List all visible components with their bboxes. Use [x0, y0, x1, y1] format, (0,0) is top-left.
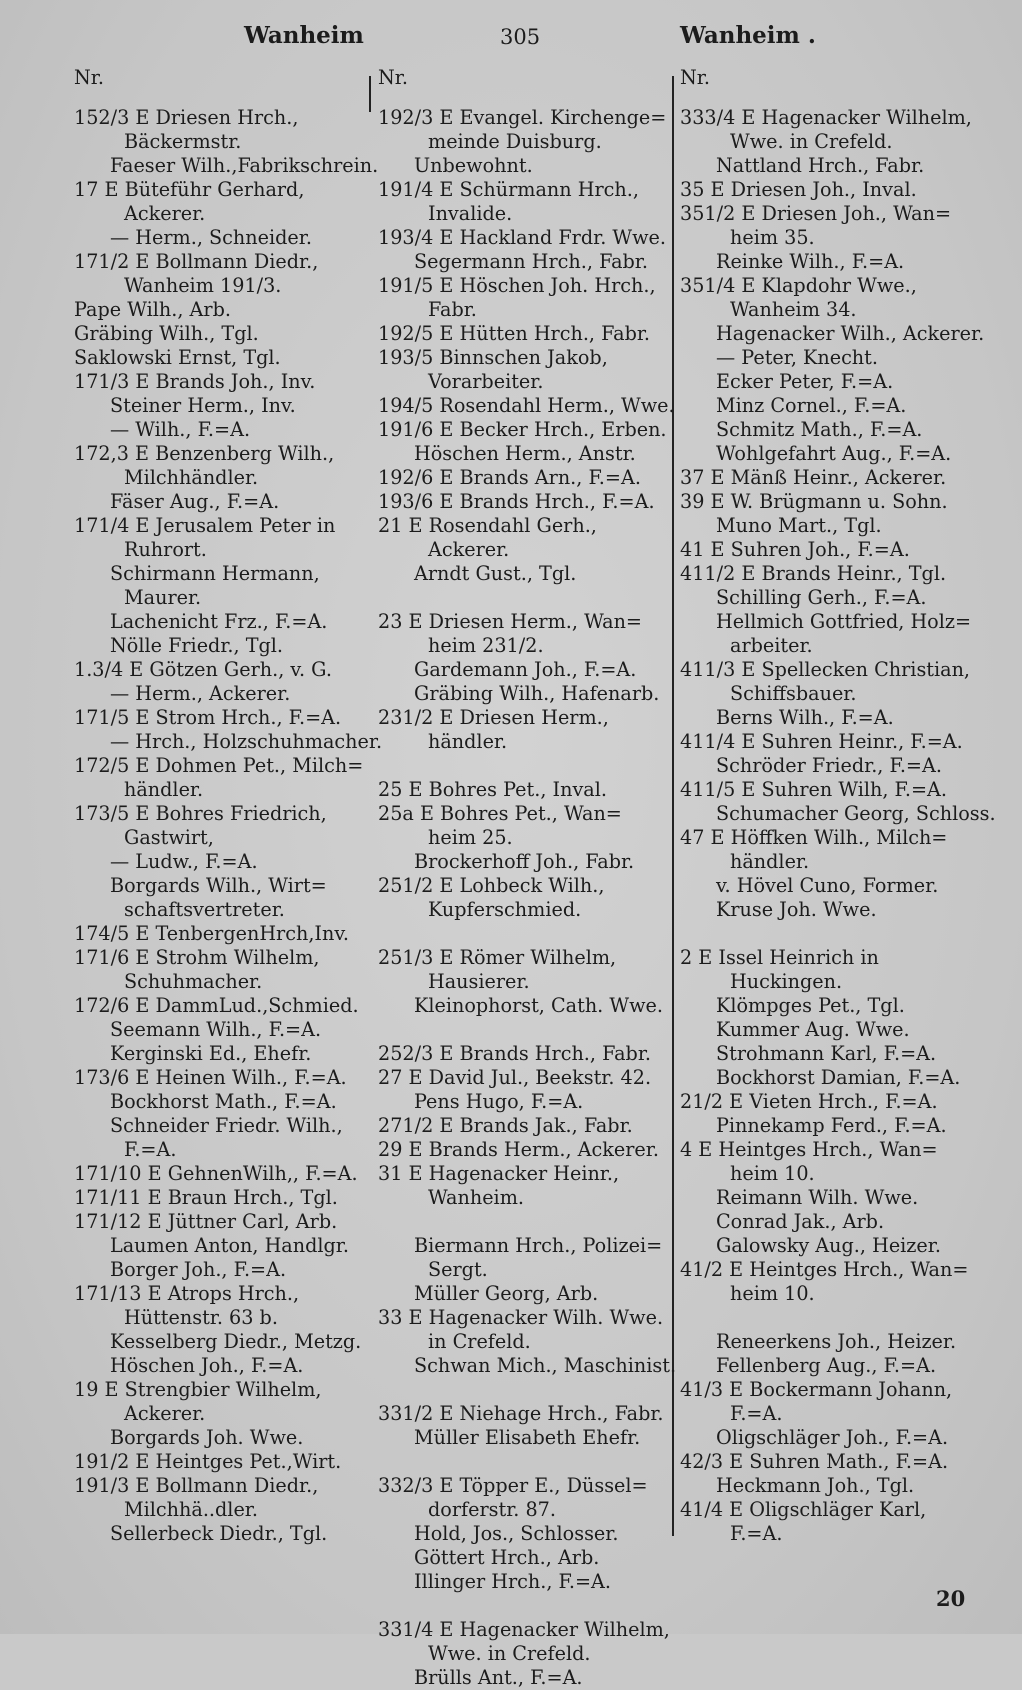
directory-entry-line: Pens Hugo, F.=A.: [414, 1090, 584, 1113]
directory-entry-line: 252/3 E Brands Hrch., Fabr.: [378, 1042, 651, 1065]
directory-entry-line: 191/5 E Höschen Joh. Hrch.,: [378, 274, 656, 297]
directory-entry-line: 171/4 E Jerusalem Peter in: [74, 514, 336, 537]
directory-entry-line: Ecker Peter, F.=A.: [716, 370, 894, 393]
directory-entry-line: — Ludw., F.=A.: [110, 850, 258, 873]
directory-entry-line: Schmitz Math., F.=A.: [716, 418, 923, 441]
directory-entry-line: [378, 586, 674, 610]
directory-entry-line: Ackerer.: [124, 202, 206, 225]
directory-entry-line: Maurer.: [124, 586, 202, 609]
column-3: [680, 66, 996, 1546]
directory-entry-line: 411/3 E Spellecken Christian,: [680, 658, 971, 681]
directory-entry-line: 331/4 E Hagenacker Wilhelm,: [378, 1618, 670, 1641]
directory-entry-line: Brockerhoff Joh., Fabr.: [414, 850, 635, 873]
directory-entry-line: heim 25.: [428, 826, 513, 849]
directory-entry-line: [378, 1210, 674, 1234]
directory-entry-line: 191/2 E Heintges Pet.,Wirt.: [74, 1450, 342, 1473]
directory-entry-line: Seemann Wilh., F.=A.: [110, 1018, 322, 1041]
directory-entry-line: 193/4 E Hackland Frdr. Wwe.: [378, 226, 666, 249]
directory-entry-line: Schiffsbauer.: [730, 682, 857, 705]
directory-entry-line: [378, 1018, 674, 1042]
directory-entry-line: dorferstr. 87.: [428, 1498, 556, 1521]
directory-entry-line: Hagenacker Wilh., Ackerer.: [716, 322, 985, 345]
directory-entry-line: Müller Georg, Arb.: [414, 1282, 599, 1305]
directory-entry-line: Reneerkens Joh., Heizer.: [716, 1330, 957, 1353]
directory-entry-line: Ruhrort.: [124, 538, 207, 561]
directory-entry-line: 193/6 E Brands Hrch., F.=A.: [378, 490, 655, 513]
directory-entry-line: Kerginski Ed., Ehefr.: [110, 1042, 312, 1065]
directory-entry-line: Brülls Ant., F.=A.: [414, 1666, 583, 1689]
directory-entry-line: 191/3 E Bollmann Diedr.,: [74, 1474, 319, 1497]
directory-entry-line: Höschen Herm., Anstr.: [414, 442, 636, 465]
directory-entry-line: 171/11 E Braun Hrch., Tgl.: [74, 1186, 338, 1209]
directory-entry-line: Unbewohnt.: [414, 154, 533, 177]
directory-entry-line: 171/3 E Brands Joh., Inv.: [74, 370, 316, 393]
directory-entry-line: händler.: [428, 730, 508, 753]
directory-entry-line: 41/2 E Heintges Hrch., Wan=: [680, 1258, 969, 1281]
directory-entry-line: 4 E Heintges Hrch., Wan=: [680, 1138, 938, 1161]
directory-entry-line: Faeser Wilh.,Fabrikschrein.: [110, 154, 379, 177]
directory-entry-line: Wanheim 191/3.: [124, 274, 282, 297]
directory-entry-line: Minz Cornel., F.=A.: [716, 394, 907, 417]
directory-entry-line: 411/2 E Brands Heinr., Tgl.: [680, 562, 947, 585]
directory-entry-line: 37 E Mänß Heinr., Ackerer.: [680, 466, 947, 489]
directory-entry-line: Kesselberg Diedr., Metzg.: [110, 1330, 362, 1353]
directory-entry-line: 174/5 E TenbergenHrch,Inv.: [74, 922, 350, 945]
directory-entry-line: Saklowski Ernst, Tgl.: [74, 346, 281, 369]
directory-entry-line: [378, 1378, 674, 1402]
directory-entry-line: 171/6 E Strohm Wilhelm,: [74, 946, 320, 969]
directory-entry-line: Pinnekamp Ferd., F.=A.: [716, 1114, 947, 1137]
directory-entry-line: 25a E Bohres Pet., Wan=: [378, 802, 622, 825]
directory-entry-line: Borgards Joh. Wwe.: [110, 1426, 304, 1449]
directory-entry-line: Ackerer.: [428, 538, 510, 561]
directory-entry-line: Borger Joh., F.=A.: [110, 1258, 287, 1281]
column-1: [74, 66, 383, 1546]
directory-entry-line: 25 E Bohres Pet., Inval.: [378, 778, 607, 801]
directory-entry-line: Berns Wilh., F.=A.: [716, 706, 894, 729]
directory-entry-line: 172,3 E Benzenberg Wilh.,: [74, 442, 335, 465]
directory-entry-line: Wwe. in Crefeld.: [428, 1642, 591, 1665]
directory-entry-line: 333/4 E Hagenacker Wilhelm,: [680, 106, 972, 129]
directory-entry-line: Müller Elisabeth Ehefr.: [414, 1426, 641, 1449]
directory-entry-line: Muno Mart., Tgl.: [716, 514, 882, 537]
directory-entry-line: 191/6 E Becker Hrch., Erben.: [378, 418, 667, 441]
directory-entry-line: Bockhorst Math., F.=A.: [110, 1090, 337, 1113]
directory-entry-line: Fellenberg Aug., F.=A.: [716, 1354, 937, 1377]
directory-entry-line: Wanheim 34.: [730, 298, 857, 321]
column-nr-label: Nr.: [680, 66, 710, 89]
directory-entry-line: 191/4 E Schürmann Hrch.,: [378, 178, 639, 201]
directory-entry-line: 17 E Büteführ Gerhard,: [74, 178, 305, 201]
directory-entry-line: Invalide.: [428, 202, 513, 225]
directory-entry-line: 21/2 E Vieten Hrch., F.=A.: [680, 1090, 938, 1113]
directory-entry-line: 173/6 E Heinen Wilh., F.=A.: [74, 1066, 347, 1089]
directory-entry-line: — Herm., Schneider.: [110, 226, 312, 249]
directory-entry-line: Schumacher Georg, Schloss.: [716, 802, 996, 825]
directory-entry-line: [378, 1594, 674, 1618]
directory-entry-line: heim 10.: [730, 1162, 815, 1185]
directory-entry-line: Sergt.: [428, 1258, 488, 1281]
directory-entry-line: 173/5 E Bohres Friedrich,: [74, 802, 327, 825]
directory-entry-line: Fäser Aug., F.=A.: [110, 490, 280, 513]
directory-entry-line: F.=A.: [730, 1402, 783, 1425]
directory-entry-line: Laumen Anton, Handlgr.: [110, 1234, 349, 1257]
directory-entry-line: Sellerbeck Diedr., Tgl.: [110, 1522, 328, 1545]
directory-entry-line: Gräbing Wilh., Tgl.: [74, 322, 259, 345]
directory-entry-line: Schwan Mich., Maschinist.: [414, 1354, 677, 1377]
directory-entry-line: Göttert Hrch., Arb.: [414, 1546, 600, 1569]
directory-entry-line: 152/3 E Driesen Hrch.,: [74, 106, 299, 129]
footer-page-number: 20: [936, 1586, 966, 1611]
directory-entry-line: Ackerer.: [124, 1402, 206, 1425]
directory-entry-line: Bockhorst Damian, F.=A.: [716, 1066, 961, 1089]
directory-entry-line: 31 E Hagenacker Heinr.,: [378, 1162, 620, 1185]
directory-entry-line: 39 E W. Brügmann u. Sohn.: [680, 490, 948, 513]
directory-entry-line: [378, 922, 674, 946]
directory-entry-line: Hold, Jos., Schlosser.: [414, 1522, 619, 1545]
directory-entry-line: Biermann Hrch., Polizei=: [414, 1234, 663, 1257]
directory-entry-line: Milchhä..dler.: [124, 1498, 258, 1521]
header-right-title: Wanheim .: [680, 22, 816, 49]
directory-entry-line: Segermann Hrch., Fabr.: [414, 250, 648, 273]
directory-entry-line: — Herm., Ackerer.: [110, 682, 291, 705]
directory-entry-line: Conrad Jak., Arb.: [716, 1210, 885, 1233]
directory-entry-line: 331/2 E Niehage Hrch., Fabr.: [378, 1402, 664, 1425]
directory-entry-line: 2 E Issel Heinrich in: [680, 946, 879, 969]
directory-entry-line: Gardemann Joh., F.=A.: [414, 658, 637, 681]
directory-entry-line: Schuhmacher.: [124, 970, 263, 993]
directory-entry-line: 21 E Rosendahl Gerh.,: [378, 514, 597, 537]
header-page-number: 305: [500, 25, 541, 49]
directory-entry-line: 192/6 E Brands Arn., F.=A.: [378, 466, 641, 489]
directory-entry-line: 193/5 Binnschen Jakob,: [378, 346, 608, 369]
directory-entry-line: 192/5 E Hütten Hrch., Fabr.: [378, 322, 651, 345]
directory-entry-line: Reinke Wilh., F.=A.: [716, 250, 905, 273]
directory-entry-line: 172/6 E DammLud.,Schmied.: [74, 994, 359, 1017]
directory-entry-line: heim 10.: [730, 1282, 815, 1305]
directory-entry-line: Nölle Friedr., Tgl.: [110, 634, 284, 657]
directory-entry-line: Wanheim.: [428, 1186, 524, 1209]
directory-entry-line: 33 E Hagenacker Wilh. Wwe.: [378, 1306, 664, 1329]
directory-entry-line: Milchhändler.: [124, 466, 259, 489]
directory-entry-line: Klömpges Pet., Tgl.: [716, 994, 905, 1017]
directory-entry-line: Hausierer.: [428, 970, 530, 993]
directory-entry-line: F.=A.: [124, 1138, 177, 1161]
directory-entry-line: Pape Wilh., Arb.: [74, 298, 231, 321]
directory-entry-line: [680, 922, 984, 946]
directory-entry-line: Oligschläger Joh., F.=A.: [716, 1426, 949, 1449]
directory-entry-line: händler.: [124, 778, 204, 801]
directory-entry-line: Galowsky Aug., Heizer.: [716, 1234, 941, 1257]
directory-entry-line: 19 E Strengbier Wilhelm,: [74, 1378, 322, 1401]
directory-entry-line: heim 35.: [730, 226, 815, 249]
directory-entry-line: Schneider Friedr. Wilh.,: [110, 1114, 343, 1137]
directory-entry-line: in Crefeld.: [428, 1330, 531, 1353]
directory-entry-line: 251/2 E Lohbeck Wilh.,: [378, 874, 605, 897]
column-nr-label: Nr.: [74, 66, 104, 89]
directory-entry-line: 332/3 E Töpper E., Düssel=: [378, 1474, 648, 1497]
directory-entry-line: Nattland Hrch., Fabr.: [716, 154, 925, 177]
directory-entry-line: Arndt Gust., Tgl.: [414, 562, 577, 585]
directory-entry-line: Schirmann Hermann,: [110, 562, 320, 585]
directory-entry-line: Lachenicht Frz., F.=A.: [110, 610, 328, 633]
directory-entry-line: Wohlgefahrt Aug., F.=A.: [716, 442, 952, 465]
directory-entry-line: 171/10 E GehnenWilh,, F.=A.: [74, 1162, 358, 1185]
directory-entry-line: v. Hövel Cuno, Former.: [716, 874, 939, 897]
directory-entry-line: [680, 1306, 984, 1330]
directory-entry-line: Bäckermstr.: [124, 130, 242, 153]
directory-entry-line: händler.: [730, 850, 810, 873]
directory-entry-line: F.=A.: [730, 1522, 783, 1545]
directory-entry-line: meinde Duisburg.: [428, 130, 602, 153]
directory-entry-line: — Wilh., F.=A.: [110, 418, 251, 441]
directory-entry-line: 42/3 E Suhren Math., F.=A.: [680, 1450, 949, 1473]
directory-entry-line: Höschen Joh., F.=A.: [110, 1354, 304, 1377]
directory-entry-line: 41/4 E Oligschläger Karl,: [680, 1498, 927, 1521]
directory-entry-line: Huckingen.: [730, 970, 843, 993]
directory-entry-line: 194/5 Rosendahl Herm., Wwe.: [378, 394, 675, 417]
directory-entry-line: 271/2 E Brands Jak., Fabr.: [378, 1114, 633, 1137]
directory-entry-line: 47 E Höffken Wilh., Milch=: [680, 826, 948, 849]
directory-entry-line: Hüttenstr. 63 b.: [124, 1306, 278, 1329]
directory-entry-line: 41 E Suhren Joh., F.=A.: [680, 538, 910, 561]
directory-entry-line: heim 231/2.: [428, 634, 544, 657]
directory-entry-line: 23 E Driesen Herm., Wan=: [378, 610, 643, 633]
directory-entry-line: 411/5 E Suhren Wilh, F.=A.: [680, 778, 948, 801]
directory-entry-line: Wwe. in Crefeld.: [730, 130, 893, 153]
directory-entry-line: 171/5 E Strom Hrch., F.=A.: [74, 706, 342, 729]
header-left-title: Wanheim: [244, 22, 364, 49]
directory-entry-line: Borgards Wilh., Wirt=: [110, 874, 327, 897]
directory-entry-line: 171/13 E Atrops Hrch.,: [74, 1282, 300, 1305]
directory-entry-line: 29 E Brands Herm., Ackerer.: [378, 1138, 659, 1161]
directory-entry-line: — Peter, Knecht.: [716, 346, 878, 369]
directory-entry-line: Strohmann Karl, F.=A.: [716, 1042, 937, 1065]
directory-entry-line: 231/2 E Driesen Herm.,: [378, 706, 609, 729]
directory-entry-line: Schröder Friedr., F.=A.: [716, 754, 942, 777]
directory-entry-line: schaftsvertreter.: [124, 898, 285, 921]
directory-entry-line: [378, 754, 674, 778]
directory-entry-line: 27 E David Jul., Beekstr. 42.: [378, 1066, 652, 1089]
directory-entry-line: 171/2 E Bollmann Diedr.,: [74, 250, 319, 273]
directory-entry-line: 351/2 E Driesen Joh., Wan=: [680, 202, 952, 225]
directory-entry-line: Illinger Hrch., F.=A.: [414, 1570, 612, 1593]
directory-entry-line: Reimann Wilh. Wwe.: [716, 1186, 919, 1209]
directory-entry-line: Schilling Gerh., F.=A.: [716, 586, 927, 609]
directory-entry-line: 41/3 E Bockermann Johann,: [680, 1378, 953, 1401]
directory-entry-line: Heckmann Joh., Tgl.: [716, 1474, 915, 1497]
directory-entry-line: Kruse Joh. Wwe.: [716, 898, 877, 921]
directory-entry-line: arbeiter.: [730, 634, 813, 657]
directory-entry-line: 192/3 E Evangel. Kirchenge=: [378, 106, 667, 129]
directory-entry-line: Gastwirt,: [124, 826, 214, 849]
column-nr-label: Nr.: [378, 66, 408, 89]
directory-entry-line: 171/12 E Jüttner Carl, Arb.: [74, 1210, 338, 1233]
directory-entry-line: — Hrch., Holzschuhmacher.: [110, 730, 383, 753]
directory-entry-line: 172/5 E Dohmen Pet., Milch=: [74, 754, 364, 777]
directory-entry-line: Kupferschmied.: [428, 898, 582, 921]
directory-entry-line: 251/3 E Römer Wilhelm,: [378, 946, 617, 969]
directory-entry-line: Kleinophorst, Cath. Wwe.: [414, 994, 663, 1017]
directory-entry-line: 411/4 E Suhren Heinr., F.=A.: [680, 730, 963, 753]
directory-entry-line: Fabr.: [428, 298, 477, 321]
directory-entry-line: 351/4 E Klapdohr Wwe.,: [680, 274, 917, 297]
directory-entry-line: 35 E Driesen Joh., Inval.: [680, 178, 917, 201]
directory-entry-line: Gräbing Wilh., Hafenarb.: [414, 682, 660, 705]
directory-entry-line: [378, 1450, 674, 1474]
directory-entry-line: 1.3/4 E Götzen Gerh., v. G.: [74, 658, 332, 681]
directory-entry-line: Steiner Herm., Inv.: [110, 394, 296, 417]
directory-entry-line: Vorarbeiter.: [428, 370, 544, 393]
directory-entry-line: Hellmich Gottfried, Holz=: [716, 610, 972, 633]
column-2: [378, 66, 677, 1689]
directory-entry-line: Kummer Aug. Wwe.: [716, 1018, 910, 1041]
